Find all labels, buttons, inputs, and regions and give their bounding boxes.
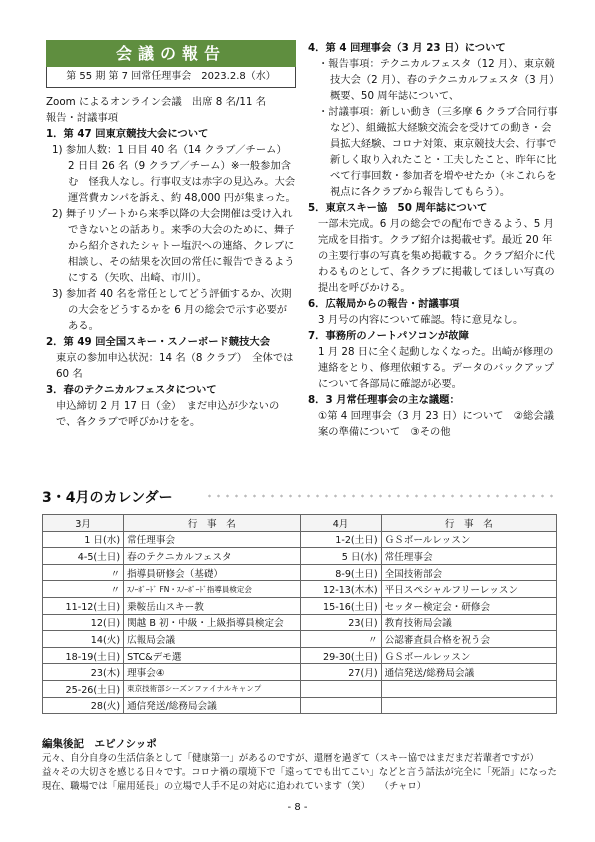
- section-3-body: 申込締切 2 月 17 日（金） まだ申込が少ないので、各クラブで呼びかけをを。: [56, 400, 280, 428]
- march-event: 春のテクニカルフェスタ: [124, 548, 300, 565]
- april-event: [381, 697, 556, 714]
- section-8-body: ①第 4 回理事会（3 月 23 日）について ②総会議案の準備について ③その他: [318, 410, 554, 438]
- section-1-item-2: 2) 舞子リゾートから来季以降の大会開催は受け入れできないとの話あり。来季の大会のために、舞子から紹介されたシャトー塩沢への連絡、クレブに相談し、その結果を次回の常任に報告できるようにする（矢吹、出崎、市川）。: [52, 208, 295, 284]
- report-banner: 会議の報告: [46, 40, 296, 67]
- section-4-bullet-1: ・報告事項：テクニカルフェスタ（12 月）、東京競技大会（2 月）、春のテクニカルフェスタ（3 月）概要、50 周年誌について、: [318, 58, 555, 102]
- intro-line-2: 報告・討議事項: [46, 112, 119, 124]
- april-date: 1-2(土日): [300, 531, 381, 548]
- postscript-body: 元々、自分自身の生活信条として「健康第一」があるのですが、還暦を過ぎて（スキー協ではまだまだ若輩者ですが）益々その大切さを感じる日々です。コロナ禍の環境下で「遠ってでも出てこい」などと言う話法が完全に「死語」になった現在、職場では「雇用延長」の立場で人手不足の対応に追われています（笑） （チャロ）: [42, 753, 557, 792]
- march-date: 4-5(土日): [43, 548, 124, 565]
- march-event: STC&デモ選: [124, 647, 300, 664]
- march-date: 25-26(土日): [43, 680, 124, 697]
- april-event: 平日スペシャルフリーレッスン: [381, 581, 556, 598]
- calendar-header-row: [43, 515, 557, 532]
- march-event: 東京技術部シーズンファイナルキャンプ: [124, 680, 300, 697]
- march-event: ｽﾉｰﾎﾞｰﾄﾞ FN・ｽﾉｰﾎﾞｰﾄﾞ指導員検定会: [124, 581, 300, 598]
- march-date: 1 日(水): [43, 531, 124, 548]
- march-date: 14(火): [43, 631, 124, 648]
- april-date: 8-9(土日): [300, 564, 381, 581]
- march-event: 常任理事会: [124, 531, 300, 548]
- section-6-body: 3 月号の内容について確認。特に意見なし。: [318, 314, 524, 326]
- march-date: 〃: [43, 581, 124, 598]
- section-5-body: 一部未完成。6 月の総会での配布できるよう、5 月完成を目指す。クラブ紹介は掲載せず。最近 20 年の主要行事の写真を集め掲載する。クラブ紹介に代わるものとして、各クラブに掲載してほしい写真の提出を呼びかける。: [318, 218, 555, 294]
- section-6-title: 6．広報局からの報告・討議事項: [308, 298, 460, 310]
- march-event: 乗鞍岳山スキー教: [124, 597, 300, 614]
- march-date: 12(日): [43, 614, 124, 631]
- march-header: 3月: [43, 515, 124, 532]
- april-event: [381, 680, 556, 697]
- april-header: 4月: [300, 515, 381, 532]
- calendar-row: [43, 631, 557, 648]
- event-header-2: 行 事 名: [381, 515, 556, 532]
- april-event: 常任理事会: [381, 548, 556, 565]
- calendar-row: [43, 647, 557, 664]
- april-event: 通信発送/総務局会議: [381, 664, 556, 681]
- april-event: ＧＳボールレッスン: [381, 647, 556, 664]
- calendar-row: [43, 548, 557, 565]
- march-date: 23(木): [43, 664, 124, 681]
- march-date: 18-19(土日): [43, 647, 124, 664]
- calendar-title: 3・4月のカレンダー: [42, 490, 173, 506]
- section-2-body: 東京の参加申込状況：14 名（8 クラブ） 全体では 60 名: [56, 352, 294, 380]
- april-date: [300, 697, 381, 714]
- postscript-title: 編集後記 エピノシッポ: [42, 738, 157, 750]
- march-event: 広報局会議: [124, 631, 300, 648]
- calendar-row: [43, 581, 557, 598]
- march-event: 通信発送/総務局会議: [124, 697, 300, 714]
- meeting-subtitle: 第 55 期 第 7 回常任理事会 2023.2.8（水）: [46, 67, 296, 88]
- march-event: 関越 B 初・中級・上級指導員検定会: [124, 614, 300, 631]
- april-date: 27(月): [300, 664, 381, 681]
- calendar-row: [43, 664, 557, 681]
- calendar-table: [42, 514, 557, 714]
- section-8-title: 8．3 月常任理事会の主な議題：: [308, 394, 460, 406]
- april-event: 全国技術部会: [381, 564, 556, 581]
- march-date: 11-12(土日): [43, 597, 124, 614]
- april-date: 5 日(水): [300, 548, 381, 565]
- right-column: [308, 40, 558, 440]
- april-event: セッター検定会・研修会: [381, 597, 556, 614]
- march-event: 理事会④: [124, 664, 300, 681]
- intro-line-1: Zoom によるオンライン会議 出席 8 名/11 名: [46, 96, 267, 108]
- section-1-title: 1．第 47 回東京競技大会について: [46, 128, 209, 140]
- calendar-row: [43, 564, 557, 581]
- calendar-row: [43, 531, 557, 548]
- section-4-title: 4．第 4 回理事会（3 月 23 日）について: [308, 42, 506, 54]
- page-number: - 8 -: [287, 802, 308, 813]
- april-date: 23(日): [300, 614, 381, 631]
- section-1-item-3: 3) 参加者 40 名を常任としてどう評価するか、次期の大会をどうするかを 6 月の総会で示す必要がある。: [52, 288, 292, 332]
- section-2-title: 2．第 49 回全国スキー・スノーボード競技大会: [46, 336, 270, 348]
- section-4-bullet-2: ・討議事項：新しい動き（三多摩 6 クラブ合同行事など）、組織拡大経験交流会を受けての動き・会員拡大経験、コロナ対策、東京競技大会、行事で新しく取り入れたこと・工夫したこと、昨年に比べて行事回数・参加者を増やせたか（＊これらを視点に各クラブから報告してもらう）。: [318, 106, 558, 198]
- section-5-title: 5．東京スキー協 50 周年誌について: [308, 202, 488, 214]
- april-event: 公認審査員合格を祝う会: [381, 631, 556, 648]
- april-date: [300, 680, 381, 697]
- calendar-row: [43, 680, 557, 697]
- calendar-row: [43, 614, 557, 631]
- march-date: 〃: [43, 564, 124, 581]
- april-date: 12-13(木木): [300, 581, 381, 598]
- calendar-row: [43, 597, 557, 614]
- april-date: 15-16(土日): [300, 597, 381, 614]
- event-header-1: 行 事 名: [124, 515, 300, 532]
- section-7-title: 7．事務所のノートパソコンが故障: [308, 330, 469, 342]
- april-date: 〃: [300, 631, 381, 648]
- left-column: [46, 40, 296, 430]
- march-date: 28(火): [43, 697, 124, 714]
- calendar-row: [43, 697, 557, 714]
- section-1-item-1: 1) 参加人数：1 日目 40 名（14 クラブ／チーム） 2 日目 26 名（9 クラブ／チーム）※一般参加含む 怪我人なし。行事収支は赤字の見込み。大会運営費カンパを訴え、約 48,000 円が集まった。: [52, 144, 296, 204]
- section-3-title: 3．春のテクニカルフェスタについて: [46, 384, 217, 396]
- section-7-body: 1 月 28 日に全く起動しなくなった。出崎が修理の連絡をとり、修理依頼する。データのバックアップについて各部局に確認が必要。: [318, 346, 555, 390]
- dotted-divider: [205, 494, 555, 498]
- april-date: 29-30(土日): [300, 647, 381, 664]
- march-event: 指導員研修会（基礎）: [124, 564, 300, 581]
- april-event: 教育技術局会議: [381, 614, 556, 631]
- april-event: ＧＳボールレッスン: [381, 531, 556, 548]
